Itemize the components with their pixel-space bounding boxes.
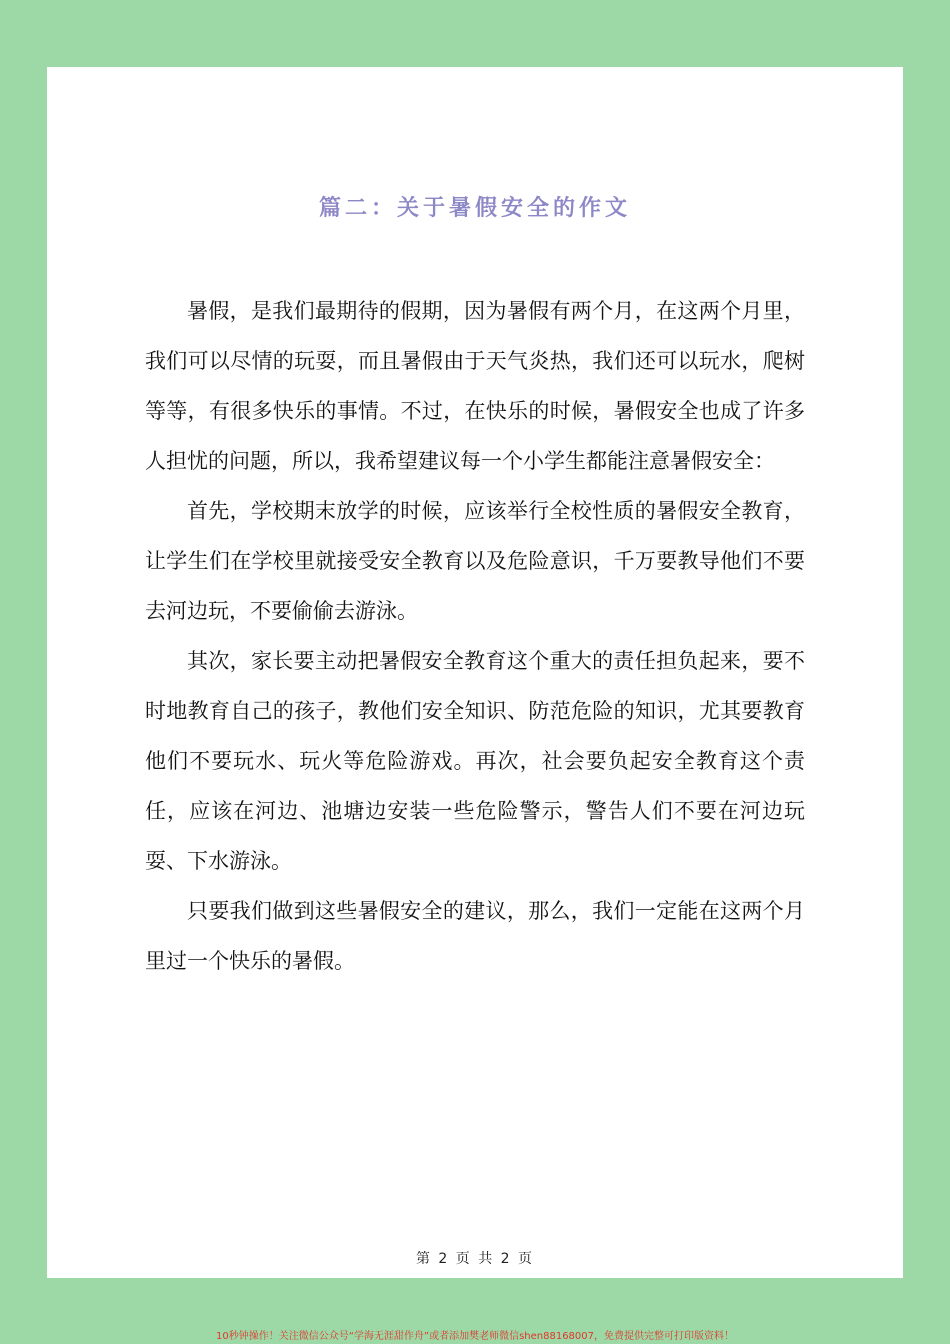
paragraph-4: 只要我们做到这些暑假安全的建议，那么，我们一定能在这两个月里过一个快乐的暑假。 [145, 899, 805, 973]
paragraph-2: 首先，学校期末放学的时候，应该举行全校性质的暑假安全教育，让学生们在学校里就接受安全教育以及危险意识，千万要教导他们不要去河边玩，不要偷偷去游泳。 [145, 499, 805, 623]
essay-title: 篇二：关于暑假安全的作文 [318, 196, 631, 221]
essay-body [145, 286, 805, 986]
page-number: 第 2 页 共 2 页 [415, 1251, 535, 1267]
footer-promo-note: 10秒钟操作！关注微信公众号“学海无涯甜作舟”或者添加樊老师微信shen88168007，免费提供完整可打印版资料！ [215, 1331, 735, 1342]
paragraph-1: 暑假，是我们最期待的假期，因为暑假有两个月，在这两个月里，我们可以尽情的玩耍，而且暑假由于天气炎热，我们还可以玩水，爬树等等，有很多快乐的事情。不过，在快乐的时候，暑假安全也成了许多人担忧的问题，所以，我希望建议每一个小学生都能注意暑假安全： [145, 299, 805, 473]
paragraph-3: 其次，家长要主动把暑假安全教育这个重大的责任担负起来，要不时地教育自己的孩子，教他们安全知识、防范危险的知识，尤其要教育他们不要玩水、玩火等危险游戏。再次，社会要负起安全教育这个责任，应该在河边、池塘边安装一些危险警示，警告人们不要在河边玩耍、下水游泳。 [145, 649, 805, 873]
document-page [47, 67, 903, 1278]
